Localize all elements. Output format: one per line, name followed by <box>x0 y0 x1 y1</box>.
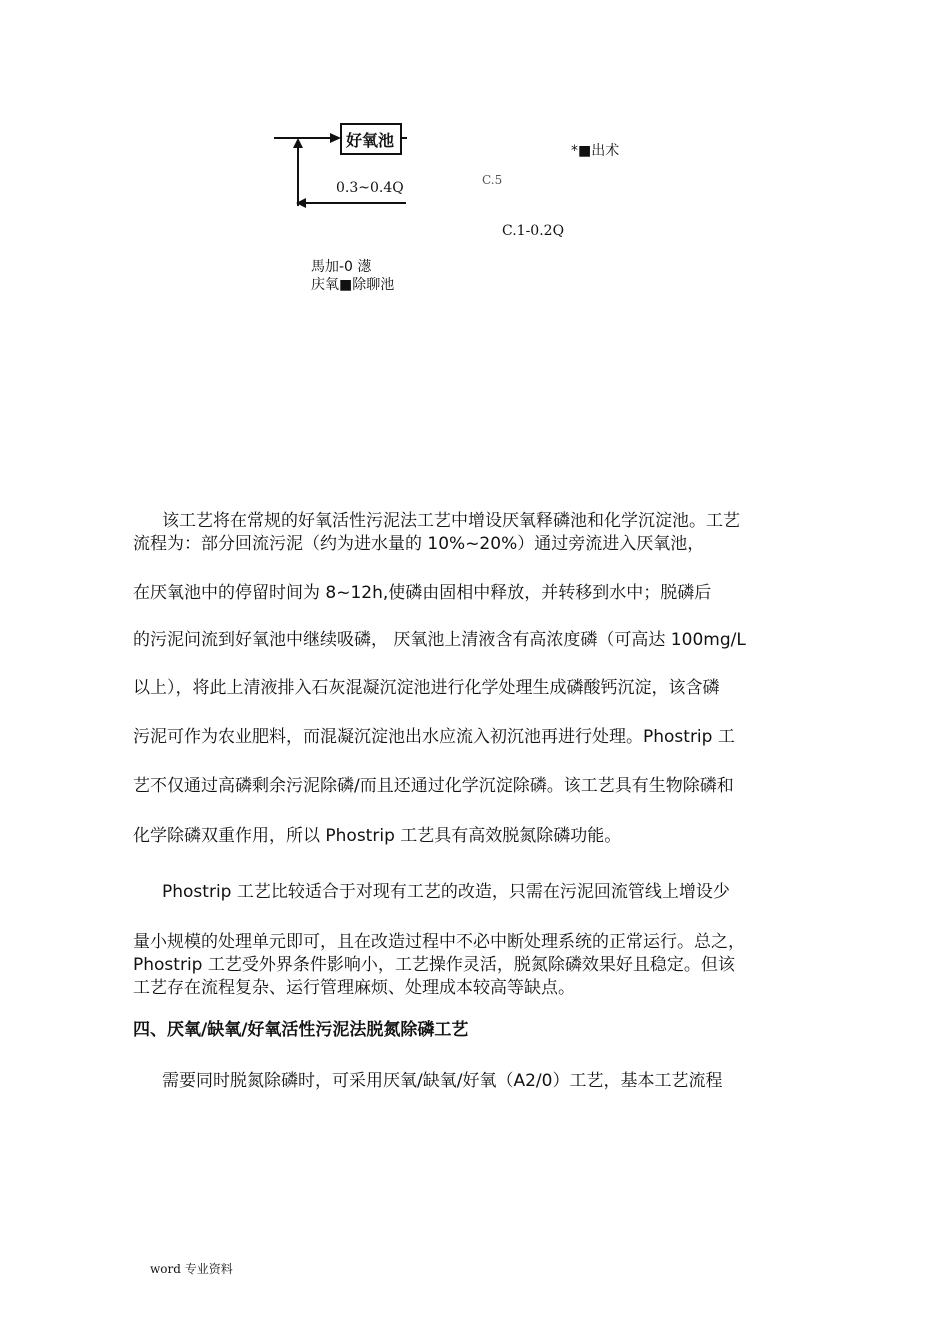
outflow-label: *■出术 <box>571 143 620 159</box>
feed-arrow-icon <box>330 133 341 143</box>
aerobic-tank-label: 好氧池 <box>346 131 395 150</box>
paragraph-1-line-1: 该工艺将在常规的好氧活性污泥法工艺中增设厌氧释磷池和化学沉淀池。工艺 <box>162 511 740 531</box>
paragraph-2-line-3: Phostrip 工艺受外界条件影响小，工艺操作灵活，脱氮除磷效果好且稳定。但该 <box>133 955 735 975</box>
section-heading: 四、厌氧/缺氧/好氧活性污泥法脱氮除磷工艺 <box>133 1020 469 1040</box>
paragraph-2-line-4: 工艺存在流程复杂、运行管理麻烦、处理成本较高等缺点。 <box>133 978 575 998</box>
paragraph-1-line-5: 以上），将此上清液排入石灰混凝沉淀池进行化学处理生成磷酸钙沉淀，该含磷 <box>133 678 720 698</box>
stripper-label-line2: 庆氧■除聊池 <box>311 277 395 293</box>
paragraph-1-line-6: 污泥可作为农业肥料，而混凝沉淀池出水应流入初沉池再进行处理。Phostrip 工 <box>133 727 735 747</box>
sidestream-label: C.1-0.2Q <box>502 223 565 239</box>
paragraph-1-line-2: 流程为：部分回流污泥（约为进水量的 10%~20%）通过旁流进入厌氧池， <box>133 534 705 554</box>
process-flow-diagram <box>0 0 950 320</box>
paragraph-2-line-2: 量小规模的处理单元即可，且在改造过程中不必中断处理系统的正常运行。总之， <box>133 932 745 952</box>
stripper-label-line1: 馬加-0 濍 <box>311 259 372 275</box>
paragraph-1-line-3: 在厌氧池中的停留时间为 8~12h,使磷由固相中释放，并转移到水中；脱磷后 <box>133 583 712 603</box>
ratio-label: C.5 <box>482 173 503 187</box>
return-flow-label: 0.3~0.4Q <box>336 180 404 196</box>
return-up-arrow-icon <box>293 138 303 148</box>
paragraph-3-line-1: 需要同时脱氮除磷时，可采用厌氧/缺氧/好氧（A2/0）工艺，基本工艺流程 <box>162 1071 723 1091</box>
paragraph-2-line-1: Phostrip 工艺比较适合于对现有工艺的改造，只需在污泥回流管线上增设少 <box>162 882 730 902</box>
footer-label: word 专业资料 <box>150 1262 233 1276</box>
paragraph-1-line-4: 的污泥问流到好氧池中继续吸磷， 厌氧池上清液含有高浓度磷（可高达 100mg/L <box>133 630 746 650</box>
paragraph-1-line-8: 化学除磷双重作用，所以 Phostrip 工艺具有高效脱氮除磷功能。 <box>133 826 622 846</box>
paragraph-1-line-7: 艺不仅通过高磷剩余污泥除磷/而且还通过化学沉淀除磷。该工艺具有生物除磷和 <box>133 776 734 796</box>
